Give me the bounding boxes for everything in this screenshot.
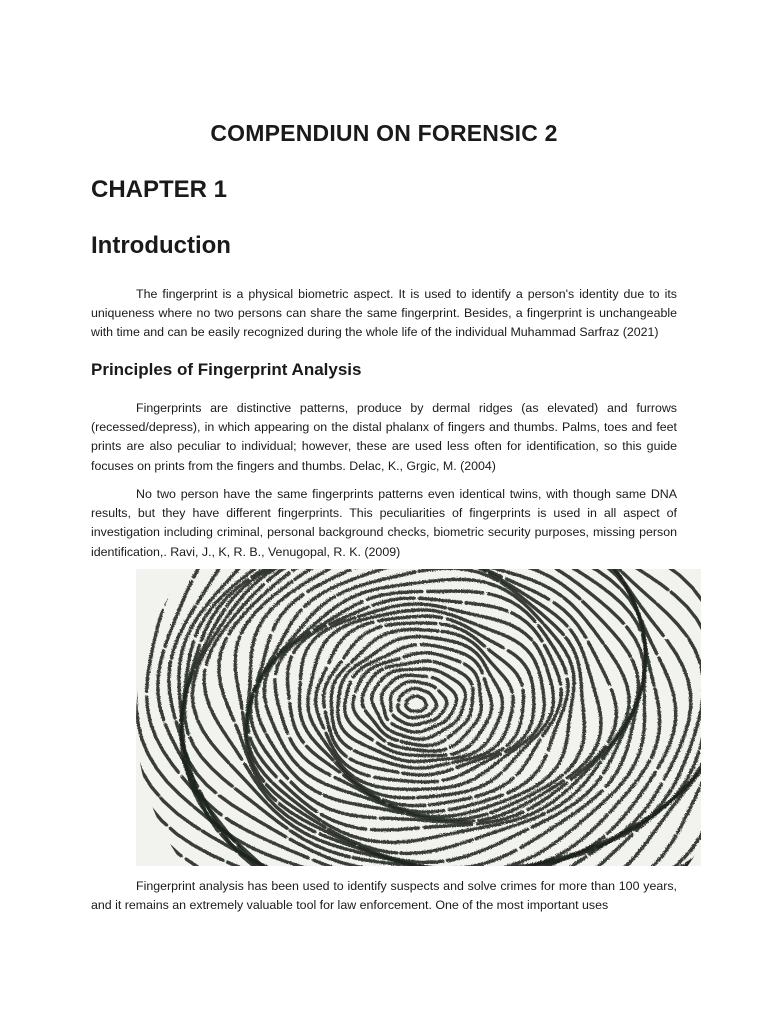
section-heading: Introduction [91, 232, 231, 259]
chapter-heading: CHAPTER 1 [91, 176, 228, 203]
fingerprint-ridge [406, 696, 426, 711]
subsection-heading: Principles of Fingerprint Analysis [91, 360, 362, 379]
fingerprint-image [136, 569, 701, 866]
intro-paragraph: The fingerprint is a physical biometric aspect. It is used to identify a person's identity due to its uniqueness where no two persons can share the same fingerprint. Besides, a fingerprint is unchangeable with time and can be easily recognized during the whole life of the individual Muhammad Sarfraz (2021) [91, 287, 677, 340]
fingerprint-ridge [372, 669, 466, 739]
fingerprint-icon [136, 569, 701, 866]
principles-paragraph-2: No two person have the same fingerprints patterns even identical twins, with though same DNA results, but they have different fingerprints. This peculiarities of fingerprints is used in all aspect of investigation including criminal, personal background checks, biometric security purposes, missing person identification,. Ravi, J., K, R. B., Venugopal, R. K. (2009) [91, 487, 677, 559]
fingerprint-ridge [398, 688, 437, 717]
document-title: COMPENDIUN ON FORENSIC 2 [210, 120, 558, 146]
closing-paragraph: Fingerprint analysis has been used to identify suspects and solve crimes for more than 100 years, and it remains an extremely valuable tool for law enforcement. One of the most important uses [91, 879, 677, 913]
principles-paragraph-1: Fingerprints are distinctive patterns, produce by dermal ridges (as elevated) and furrows (recessed/depress), in which appearing on the distal phalanx of fingers and thumbs. Palms, toes and feet prints are also peculiar to individual; however, these are used less often for identification, so this guide focuses on prints from the fingers and thumbs. Delac, K., Grgic, M. (2004) [91, 401, 677, 473]
